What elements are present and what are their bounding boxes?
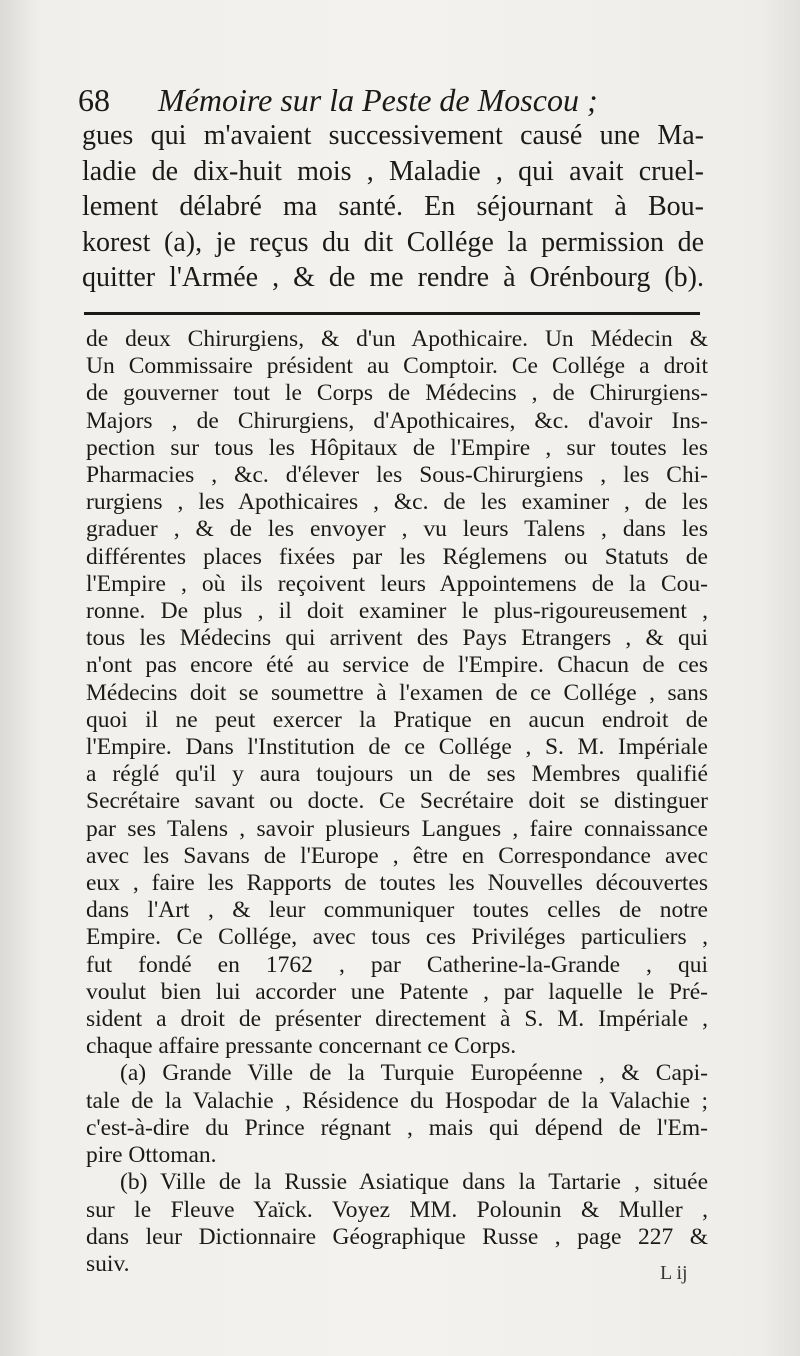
note-line: différentes places fixées par les Réglemens ou Statuts de <box>86 543 708 570</box>
main-line: lement délabré ma santé. En séjournant à Bou- <box>82 191 704 222</box>
note-line: c'est-à-dire du Prince régnant , mais qui dépend de l'Em- <box>86 1114 708 1141</box>
page-number: 68 <box>78 82 110 118</box>
note-line: Un Commissaire président au Comptoir. Ce Collége a droit <box>86 353 708 380</box>
note-line: Empire. Ce Collége, avec tous ces Priviléges particuliers , <box>86 924 708 951</box>
note-line: a réglé qu'il y aura toujours un de ses Membres qualifié <box>86 761 708 788</box>
note-line: (a) Grande Ville de la Turquie Européenne , & Capi- <box>120 1060 708 1087</box>
note-line: avec les Savans de l'Europe , être en Correspondance avec <box>86 842 708 869</box>
note-line: chaque affaire pressante concernant ce Corps. <box>86 1033 517 1060</box>
note-line: dans l'Art , & leur communiquer toutes celles de notre <box>86 897 708 924</box>
main-line: korest (a), je reçus du dit Collége la permission de <box>82 226 704 258</box>
running-title: Mémoire sur la Peste de Moscou ; <box>158 82 598 118</box>
note-line: tous les Médecins qui arrivent des Pays Etrangers , & qui <box>86 625 708 652</box>
footnote-block <box>86 326 708 1278</box>
note-line: graduer , & de les envoyer , vu leurs Talens , dans les <box>86 516 708 543</box>
note-line: l'Empire , où ils reçoivent leurs Appointemens de la Cou- <box>86 570 708 597</box>
note-line: voulut bien lui accorder une Patente , par laquelle le Pré- <box>86 978 708 1005</box>
note-line: rurgiens , les Apothicaires , &c. de les examiner , de les <box>86 489 708 516</box>
note-line: pire Ottoman. <box>86 1142 217 1169</box>
main-line: ladie de dix-huit mois , Maladie , qui avait cruel- <box>82 155 704 187</box>
note-line: sur le Fleuve Yaïck. Voyez MM. Polounin & Muller , <box>86 1196 708 1223</box>
note-line: suiv. <box>86 1250 130 1277</box>
note-line: n'ont pas encore été au service de l'Empire. Chacun de ces <box>86 652 708 679</box>
note-line: quoi il ne peut exercer la Pratique en aucun endroit de <box>86 706 708 733</box>
main-line: gues qui m'avaient successivement causé une Ma- <box>82 120 704 151</box>
note-line: fut fondé en 1762 , par Catherine-la-Grande , qui <box>86 951 708 978</box>
note-line: eux , faire les Rapports de toutes les Nouvelles découvertes <box>86 870 708 897</box>
main-text-block <box>82 118 704 296</box>
note-line: ronne. De plus , il doit examiner le plus-rigoureusement , <box>86 598 708 625</box>
note-line: de gouverner tout le Corps de Médecins , de Chirurgiens- <box>86 380 708 407</box>
note-line: pection sur tous les Hôpitaux de l'Empire , sur toutes les <box>86 434 708 461</box>
note-line: de deux Chirurgiens, & d'un Apothicaire. Un Médecin & <box>86 326 708 352</box>
signature-mark: L ij <box>660 1262 688 1284</box>
note-line: tale de la Valachie , Résidence du Hospodar de la Valachie ; <box>86 1087 708 1114</box>
note-line: Majors , de Chirurgiens, d'Apothicaires, &c. d'avoir Ins- <box>86 407 708 434</box>
running-header <box>78 80 618 120</box>
footnote-rule <box>84 312 700 315</box>
note-line: (b) Ville de la Russie Asiatique dans la Tartarie , située <box>120 1169 708 1196</box>
note-line: Pharmacies , &c. d'élever les Sous-Chirurgiens , les Chi- <box>86 462 708 489</box>
note-line: Secrétaire savant ou docte. Ce Secrétaire doit se distinguer <box>86 788 708 815</box>
note-line: par ses Talens , savoir plusieurs Langues , faire connaissance <box>86 815 708 842</box>
note-line: Médecins doit se soumettre à l'examen de ce Collége , sans <box>86 679 708 706</box>
main-line: quitter l'Armée , & de me rendre à Orénbourg (b). <box>82 262 704 293</box>
note-line: dans leur Dictionnaire Géographique Russe , page 227 & <box>86 1223 708 1250</box>
note-line: sident a droit de présenter directement à S. M. Impériale , <box>86 1006 708 1033</box>
note-line: l'Empire. Dans l'Institution de ce Collége , S. M. Impériale <box>86 734 708 761</box>
